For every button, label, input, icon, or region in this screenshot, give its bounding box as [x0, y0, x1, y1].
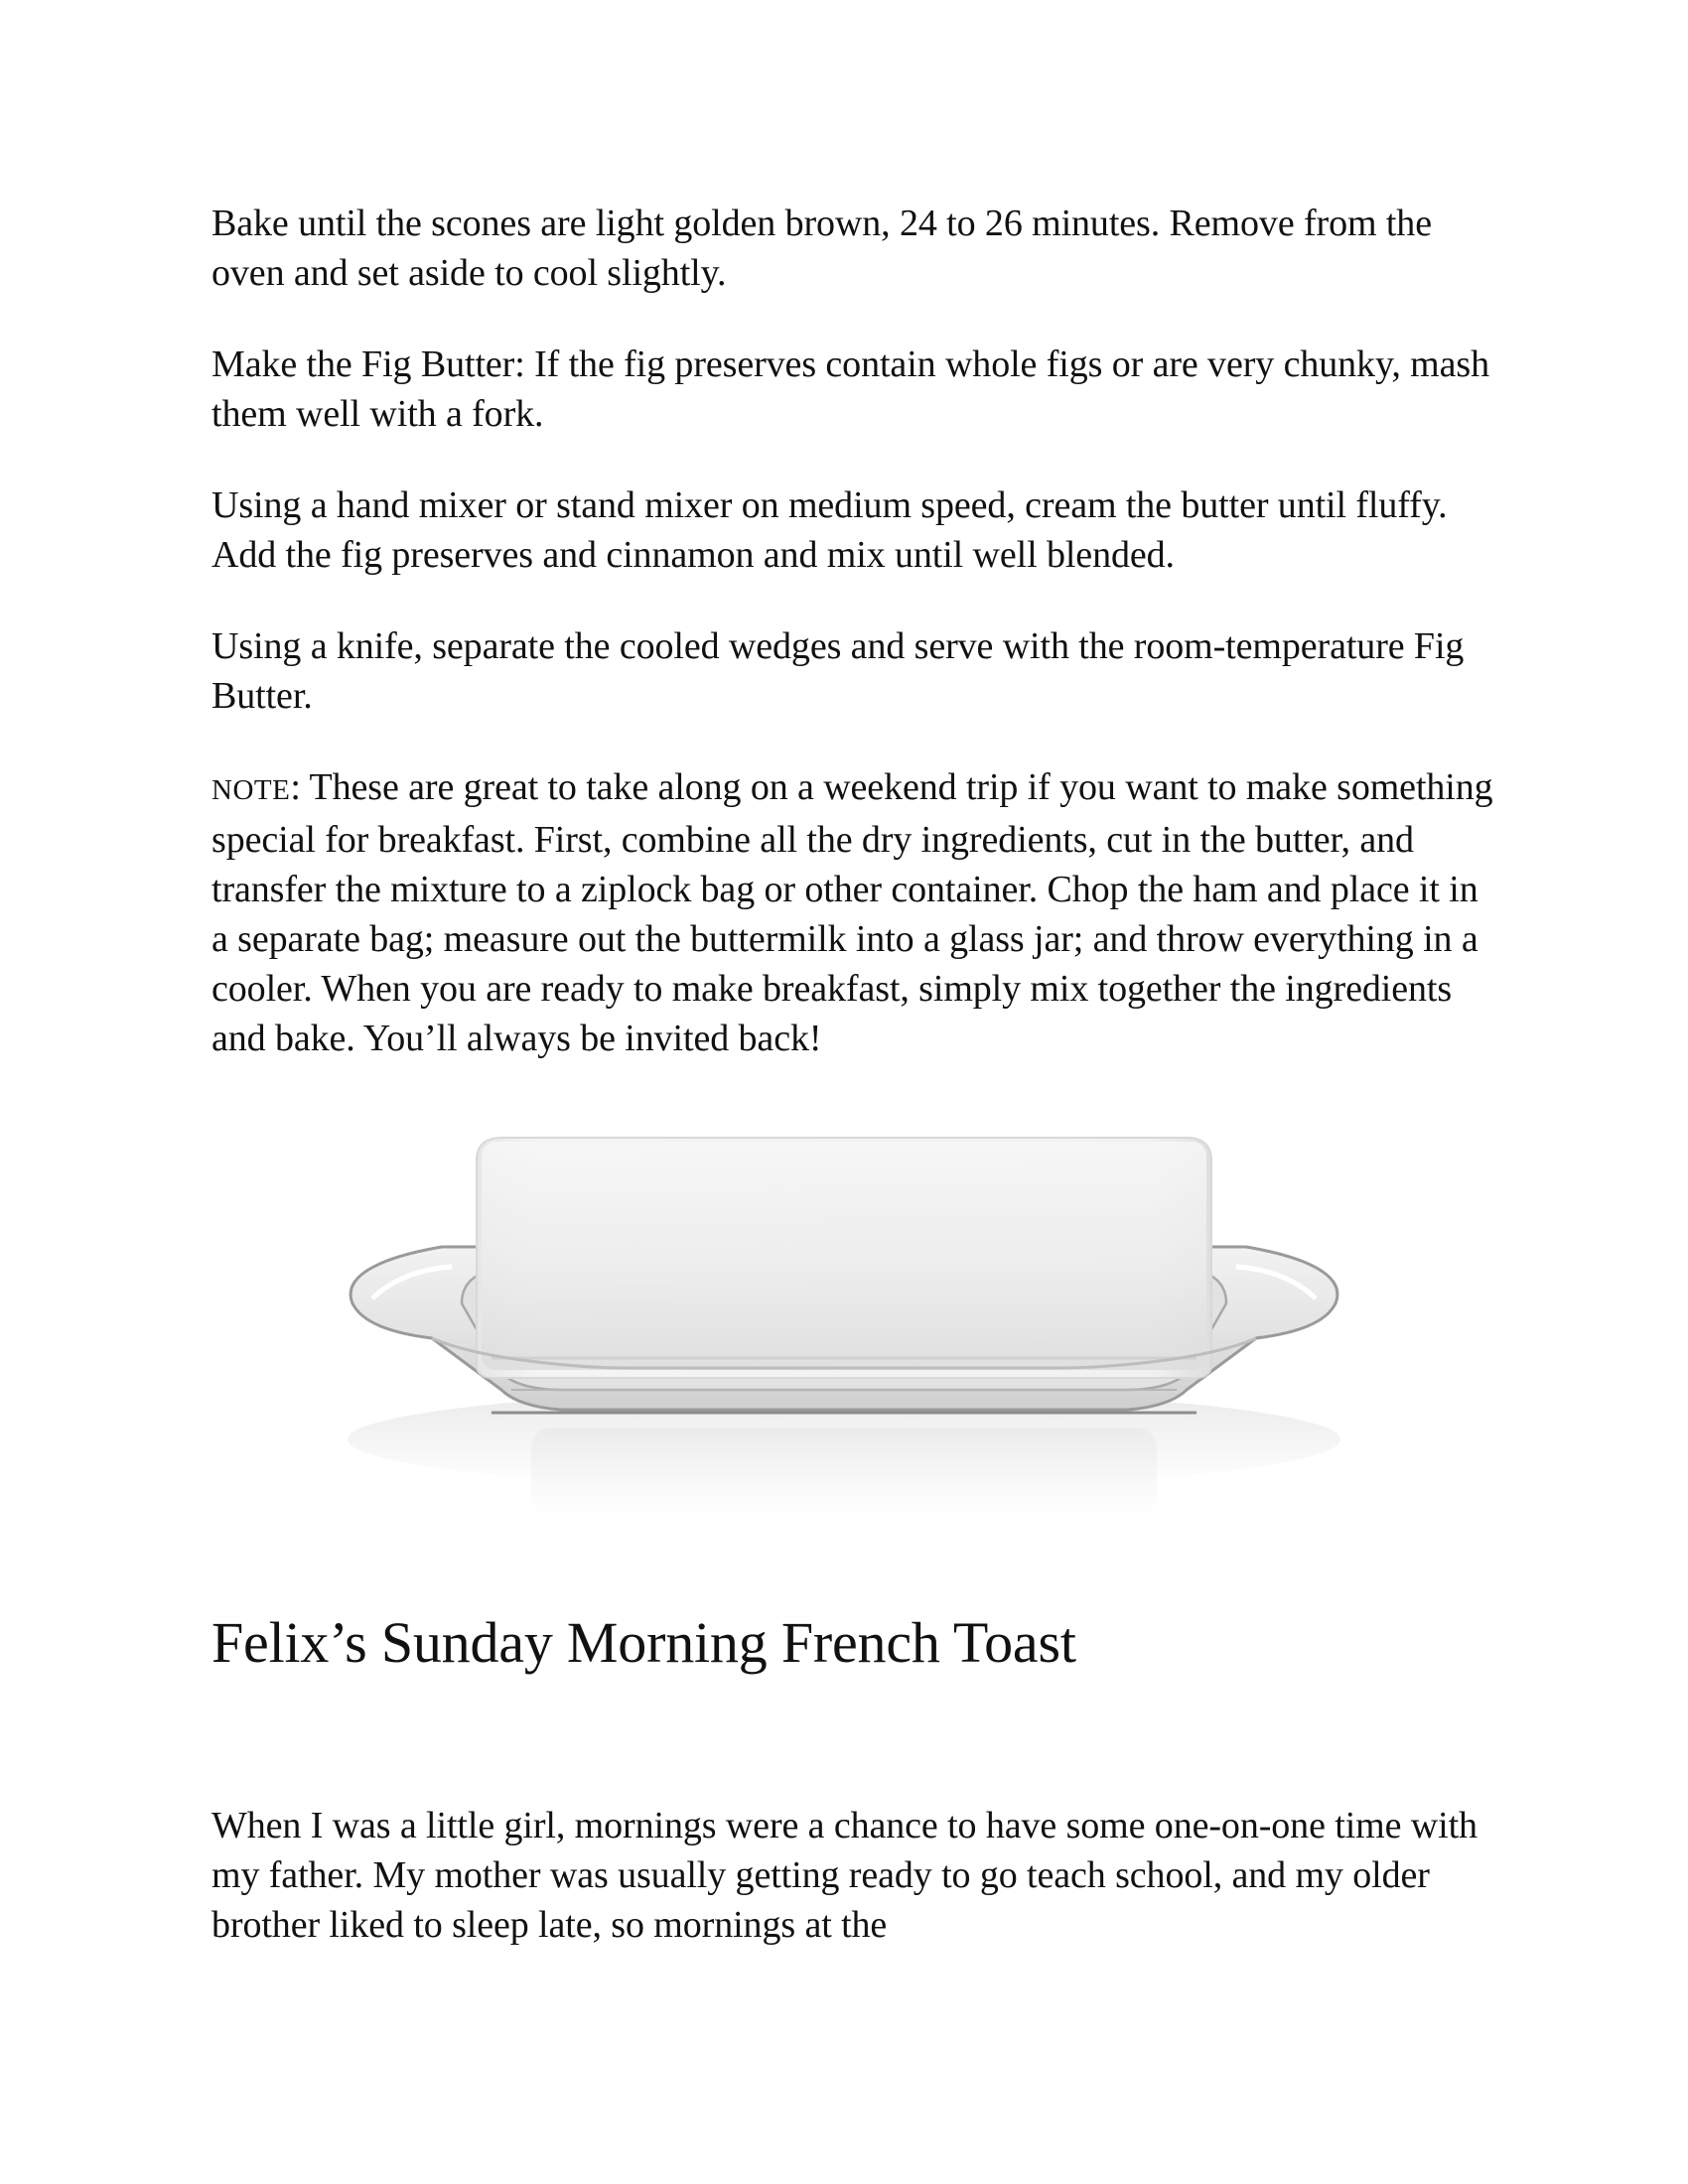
recipe-title: Felix’s Sunday Morning French Toast: [211, 1610, 1076, 1675]
butter-dish-image: [333, 1130, 1355, 1537]
note-label: NOTE: [211, 774, 291, 806]
paragraph-knife: Using a knife, separate the cooled wedges and serve with the room-temperature Fig Butter.: [211, 625, 1465, 717]
paragraph-fig-butter: Make the Fig Butter: If the fig preserves contain whole figs or are very chunky, mash them well with a fork.: [211, 343, 1489, 435]
paragraph-bake: Bake until the scones are light golden brown, 24 to 26 minutes. Remove from the oven and set aside to cool slightly.: [211, 203, 1432, 294]
note-text: These are great to take along on a weekend trip if you want to make something special for breakfast. First, combine all the dry ingredients, cut in the butter, and transfer the mixture to a ziplock bag or other container. Chop the ham and place it in a separate bag; measure out the buttermilk into a glass jar; and throw everything in a cooler. When you are ready to make breakfast, simply mix together the ingredients and bake. You’ll always be invited back!: [211, 766, 1493, 1059]
recipe-intro: When I was a little girl, mornings were a chance to have some one-on-one time with my father. My mother was usually getting ready to go teach school, and my older brother liked to sleep late, so mornings at the: [211, 1805, 1477, 1946]
note-separator: :: [290, 766, 310, 808]
note-paragraph: [211, 762, 1502, 1063]
paragraph-mixer: Using a hand mixer or stand mixer on medium speed, cream the butter until fluffy. Add the fig preserves and cinnamon and mix until well blended.: [211, 484, 1448, 576]
